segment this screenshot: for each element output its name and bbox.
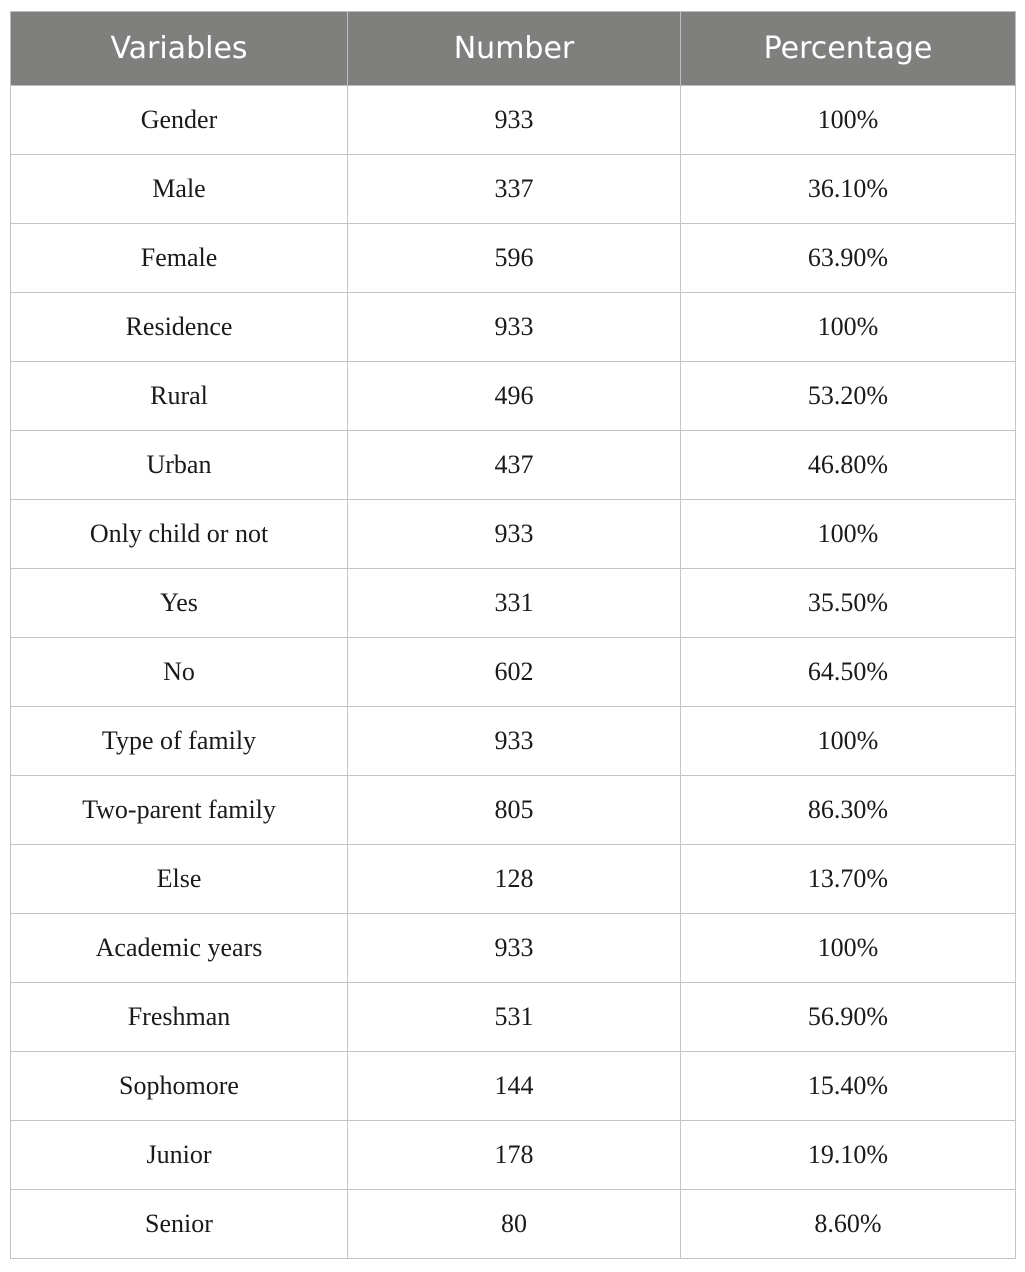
table-row — [11, 1052, 1016, 1121]
cell-number: 496 — [348, 362, 681, 431]
cell-variable: Male — [11, 155, 348, 224]
table-row — [11, 845, 1016, 914]
cell-percentage: 53.20% — [681, 362, 1016, 431]
table-header — [11, 12, 1016, 86]
cell-percentage: 56.90% — [681, 983, 1016, 1052]
cell-percentage: 100% — [681, 86, 1016, 155]
cell-number: 144 — [348, 1052, 681, 1121]
header-percentage: Percentage — [681, 12, 1016, 86]
header-variables: Variables — [11, 12, 348, 86]
cell-percentage: 64.50% — [681, 638, 1016, 707]
table-row — [11, 224, 1016, 293]
table-row — [11, 293, 1016, 362]
cell-percentage: 15.40% — [681, 1052, 1016, 1121]
table-row — [11, 1190, 1016, 1259]
cell-variable: Yes — [11, 569, 348, 638]
cell-number: 178 — [348, 1121, 681, 1190]
data-table-container — [10, 11, 1015, 1259]
demographics-table — [10, 11, 1016, 1259]
cell-percentage: 100% — [681, 500, 1016, 569]
table-row — [11, 569, 1016, 638]
cell-variable: Rural — [11, 362, 348, 431]
cell-percentage: 100% — [681, 707, 1016, 776]
cell-variable: Senior — [11, 1190, 348, 1259]
table-row — [11, 638, 1016, 707]
table-row — [11, 776, 1016, 845]
cell-percentage: 36.10% — [681, 155, 1016, 224]
cell-percentage: 19.10% — [681, 1121, 1016, 1190]
table-body — [11, 86, 1016, 1259]
table-row — [11, 1121, 1016, 1190]
cell-percentage: 35.50% — [681, 569, 1016, 638]
table-row — [11, 155, 1016, 224]
table-row — [11, 983, 1016, 1052]
cell-variable: Two-parent family — [11, 776, 348, 845]
header-number: Number — [348, 12, 681, 86]
cell-number: 437 — [348, 431, 681, 500]
table-row — [11, 431, 1016, 500]
cell-number: 596 — [348, 224, 681, 293]
cell-variable: Sophomore — [11, 1052, 348, 1121]
cell-number: 805 — [348, 776, 681, 845]
cell-number: 933 — [348, 86, 681, 155]
cell-number: 331 — [348, 569, 681, 638]
cell-percentage: 100% — [681, 914, 1016, 983]
cell-variable: Type of family — [11, 707, 348, 776]
table-row — [11, 707, 1016, 776]
cell-variable: Residence — [11, 293, 348, 362]
cell-percentage: 63.90% — [681, 224, 1016, 293]
cell-number: 128 — [348, 845, 681, 914]
table-row — [11, 362, 1016, 431]
cell-percentage: 46.80% — [681, 431, 1016, 500]
table-row — [11, 500, 1016, 569]
cell-variable: Academic years — [11, 914, 348, 983]
cell-number: 337 — [348, 155, 681, 224]
table-row — [11, 914, 1016, 983]
cell-percentage: 86.30% — [681, 776, 1016, 845]
cell-number: 933 — [348, 293, 681, 362]
cell-variable: Gender — [11, 86, 348, 155]
cell-number: 933 — [348, 914, 681, 983]
cell-variable: Only child or not — [11, 500, 348, 569]
table-row — [11, 86, 1016, 155]
header-row — [11, 12, 1016, 86]
cell-percentage: 100% — [681, 293, 1016, 362]
cell-number: 80 — [348, 1190, 681, 1259]
cell-percentage: 8.60% — [681, 1190, 1016, 1259]
cell-variable: Urban — [11, 431, 348, 500]
cell-number: 531 — [348, 983, 681, 1052]
cell-percentage: 13.70% — [681, 845, 1016, 914]
cell-number: 933 — [348, 707, 681, 776]
cell-variable: No — [11, 638, 348, 707]
cell-number: 933 — [348, 500, 681, 569]
cell-variable: Freshman — [11, 983, 348, 1052]
cell-variable: Junior — [11, 1121, 348, 1190]
cell-number: 602 — [348, 638, 681, 707]
cell-variable: Else — [11, 845, 348, 914]
cell-variable: Female — [11, 224, 348, 293]
